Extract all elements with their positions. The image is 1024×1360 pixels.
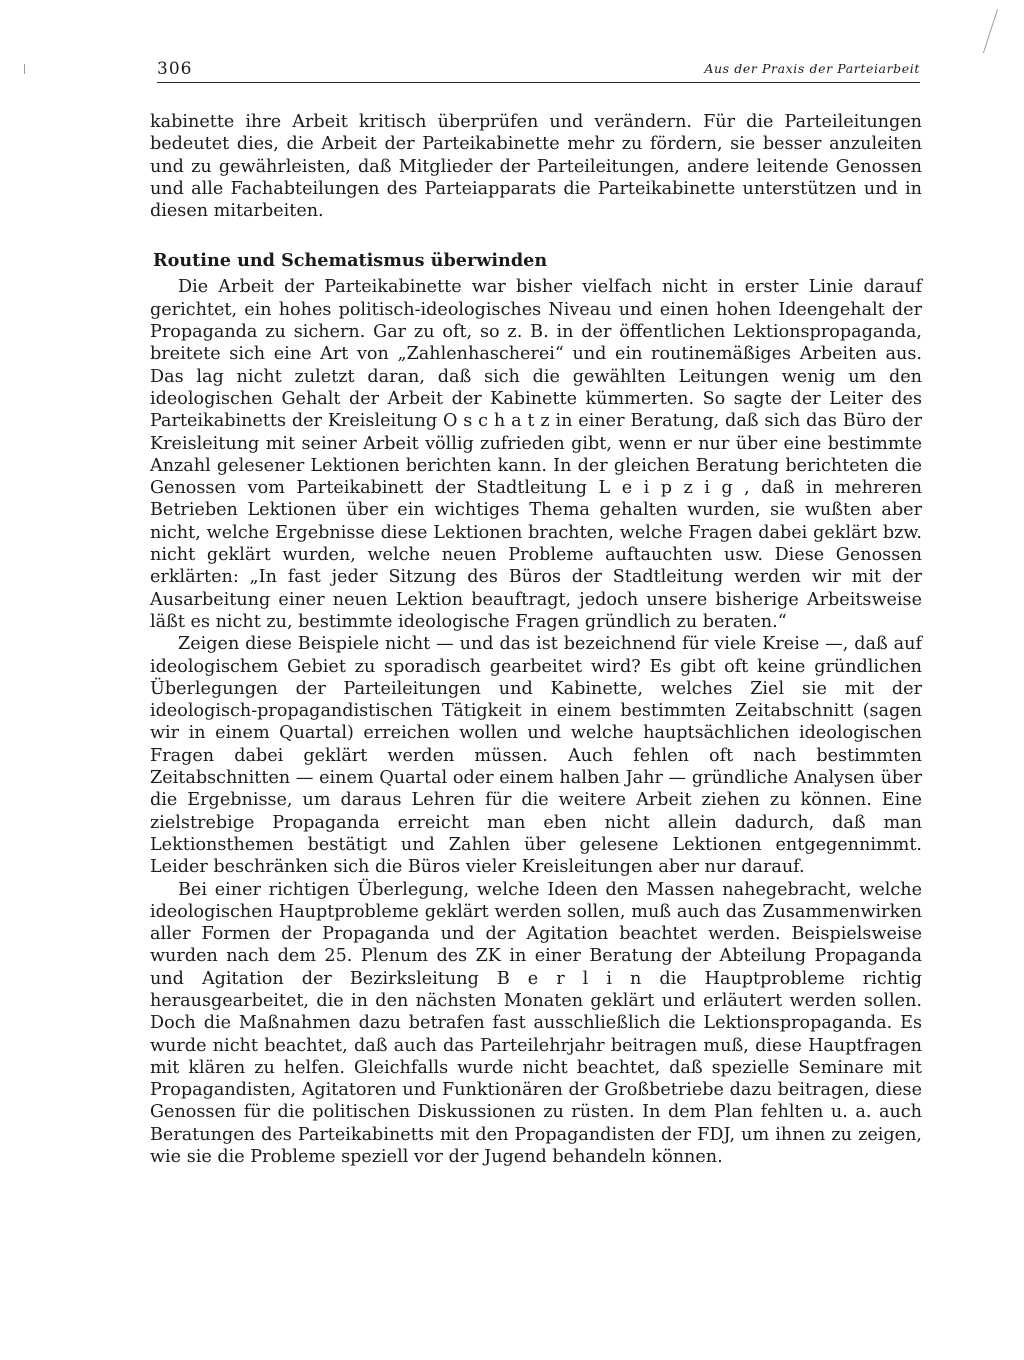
scan-mark: [983, 9, 998, 53]
running-head: Aus der Praxis der Parteiarbeit: [704, 61, 920, 76]
paragraph-3: Zeigen diese Beispiele nicht — und das ist bezeichnend für viele Kreise —, daß auf ideologischem Gebiet zu sporadisch gearbeitet wird? Es gibt oft keine gründlichen Überlegungen der Parteileitungen und Kabinette, welches Ziel sie mit der ideologisch-propagandistischen Tätigkeit in einem bestimmten Zeitabschnitt (sagen wir in einem Quartal) erreichen wollen und welche hauptsächlichen ideologischen Fragen dabei geklärt werden müssen. Auch fehlen oft nach bestimmten Zeitabschnitten — einem Quartal oder einem halben Jahr — gründliche Analysen über die Ergebnisse, um daraus Lehren für die weitere Arbeit ziehen zu können. Eine zielstrebige Propaganda erreicht man eben nicht allein dadurch, daß man Lektionsthemen bestätigt und Zahlen über gelesene Lektionen entgegennimmt. Leider beschränken sich die Büros vieler Kreisleitungen aber nur darauf.: [150, 634, 922, 878]
page-number: 306: [157, 59, 193, 79]
paragraph-4: Bei einer richtigen Überlegung, welche Ideen den Massen nahegebracht, welche ideologischen Hauptprobleme geklärt werden sollen, muß auch das Zusammenwirken aller Formen der Propaganda und der Agitation beachtet werden. Beispielsweise wurden nach dem 25. Plenum des ZK in einer Beratung der Abteilung Propaganda und Agitation der Bezirksleitung B e r l i n die Hauptprobleme richtig herausgearbeitet, die in den nächsten Monaten geklärt und erläutert werden sollen. Doch die Maßnahmen dazu betrafen fast ausschließlich die Lektionspropaganda. Es wurde nicht beachtet, daß auch das Parteilehrjahr beitragen muß, diese Hauptfragen mit klären zu helfen. Gleichfalls wurde nicht beachtet, daß spezielle Seminare mit Propagandisten, Agitatoren und Funktionären der Großbetriebe dazu beitragen, diese Genossen für die politischen Diskussionen zu rüsten. In dem Plan fehlten u. a. auch Beratungen des Parteikabinetts mit den Propagandisten der FDJ, um ihnen zu zeigen, wie sie die Probleme speziell vor der Jugend behandeln können.: [150, 879, 922, 1168]
paragraph-2: Die Arbeit der Parteikabinette war bisher vielfach nicht in erster Linie darauf gerichtet, ein hohes politisch-ideologisches Niveau und einen hohen Ideengehalt der Propaganda zu sichern. Gar zu oft, so z. B. in der öffentlichen Lektionspropaganda, breitete sich eine Art von „Zahlenhascherei“ und ein routinemäßiges Arbeiten aus. Das lag nicht zuletzt daran, daß sich die gewählten Leitungen wenig um den ideologischen Gehalt der Arbeit der Kabinette kümmerten. So sagte der Leiter des Parteikabinetts der Kreisleitung O s c h a t z in einer Beratung, daß sich das Büro der Kreisleitung mit seiner Arbeit völlig zufrieden gibt, wenn er nur über eine bestimmte Anzahl gelesener Lektionen berichten kann. In der gleichen Beratung berichteten die Genossen vom Parteikabinett der Stadtleitung L e i p z i g , daß in mehreren Betrieben Lektionen über ein wichtiges Thema gehalten wurden, sie wußten aber nicht, welche Ergebnisse diese Lektionen brachten, welche Fragen dabei geklärt bzw. nicht geklärt wurden, welche neuen Probleme auftauchten usw. Diese Genossen erklärten: „In fast jeder Sitzung des Büros der Stadtleitung werden wir mit der Ausarbeitung einer neuen Lektion beauftragt, jedoch unsere bisherige Arbeitsweise läßt es nicht zu, bestimmte ideologische Fragen gründlich zu beraten.“: [150, 277, 922, 632]
page-header: [157, 56, 920, 82]
header-rule: [157, 82, 920, 83]
body-text: [150, 111, 922, 1168]
section-heading: Routine und Schematismus überwinden: [153, 250, 548, 272]
scan-mark: [24, 64, 25, 74]
paragraph-1: kabinette ihre Arbeit kritisch überprüfen und verändern. Für die Parteileitungen bedeutet dies, die Arbeit der Parteikabinette mehr zu fördern, sie besser anzuleiten und zu gewährleisten, daß Mitglieder der Parteileitungen, andere leitende Genossen und alle Fachabteilungen des Parteiapparats die Parteikabinette unterstützen und in diesen mitarbeiten.: [150, 112, 922, 222]
